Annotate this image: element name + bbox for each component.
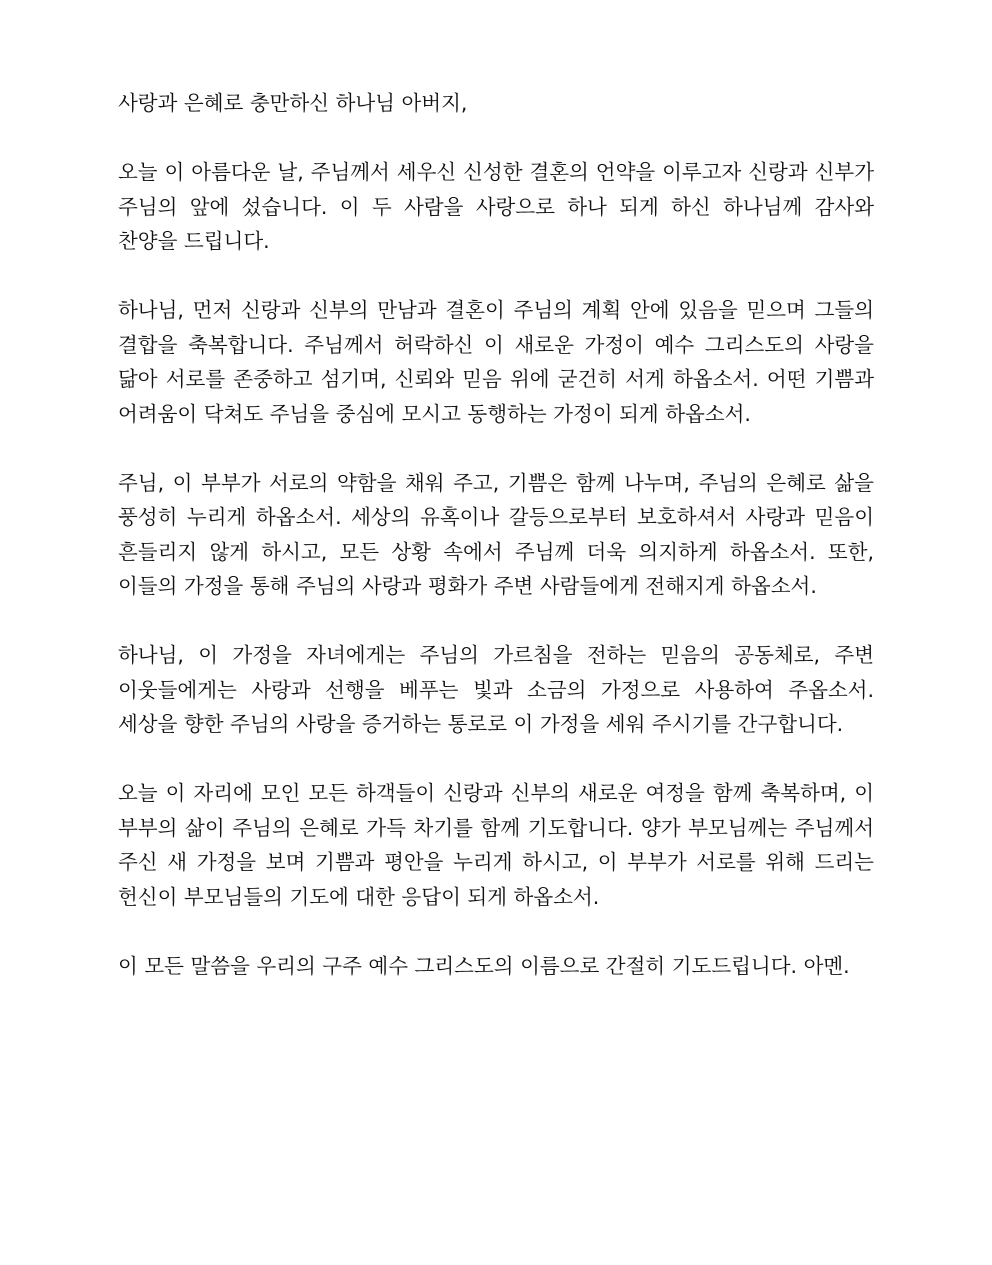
thanksgiving-paragraph: 오늘 이 아름다운 날, 주님께서 세우신 신성한 결혼의 언약을 이루고자 신랑과 신부가 주님의 앞에 섰습니다. 이 두 사람을 사랑으로 하나 되게 하신 하나님께 감사와 찬양을 드립니다. — [118, 160, 874, 253]
community-paragraph: 하나님, 이 가정을 자녀에게는 주님의 가르침을 전하는 믿음의 공동체로, 주변 이웃들에게는 사랑과 선행을 베푸는 빛과 소금의 가정으로 사용하여 주옵소서. 세상을 향한 주님의 사랑을 증거하는 통로로 이 가정을 세워 주시기를 간구합니다. — [118, 643, 874, 736]
protection-paragraph: 주님, 이 부부가 서로의 약함을 채워 주고, 기쁨은 함께 나누며, 주님의 은혜로 삶을 풍성히 누리게 하옵소서. 세상의 유혹이나 갈등으로부터 보호하셔서 사랑과 믿음이 흔들리지 않게 하시고, 모든 상황 속에서 주님께 더욱 의지하게 하옵소서. 또한, 이들의 가정을 통해 주님의 사랑과 평화가 주변 사람들에게 전해지게 하옵소서. — [118, 470, 874, 598]
blessing-paragraph: 하나님, 먼저 신랑과 신부의 만남과 결혼이 주님의 계획 안에 있음을 믿으며 그들의 결합을 축복합니다. 주님께서 허락하신 이 새로운 가정이 예수 그리스도의 사랑을 닮아 서로를 존중하고 섬기며, 신뢰와 믿음 위에 굳건히 서게 하옵소서. 어떤 기쁨과 어려움이 닥쳐도 주님을 중심에 모시고 동행하는 가정이 되게 하옵소서. — [118, 298, 874, 426]
guests-paragraph: 오늘 이 자리에 모인 모든 하객들이 신랑과 신부의 새로운 여정을 함께 축복하며, 이 부부의 삶이 주님의 은혜로 가득 차기를 함께 기도합니다. 양가 부모님께는 주님께서 주신 새 가정을 보며 기쁨과 평안을 누리게 하시고, 이 부부가 서로를 위해 드리는 헌신이 부모님들의 기도에 대한 응답이 되게 하옵소서. — [118, 781, 874, 909]
document-page — [118, 86, 874, 983]
salutation-paragraph: 사랑과 은혜로 충만하신 하나님 아버지, — [118, 91, 468, 115]
closing-paragraph: 이 모든 말씀을 우리의 구주 예수 그리스도의 이름으로 간절히 기도드립니다. 아멘. — [118, 953, 850, 978]
